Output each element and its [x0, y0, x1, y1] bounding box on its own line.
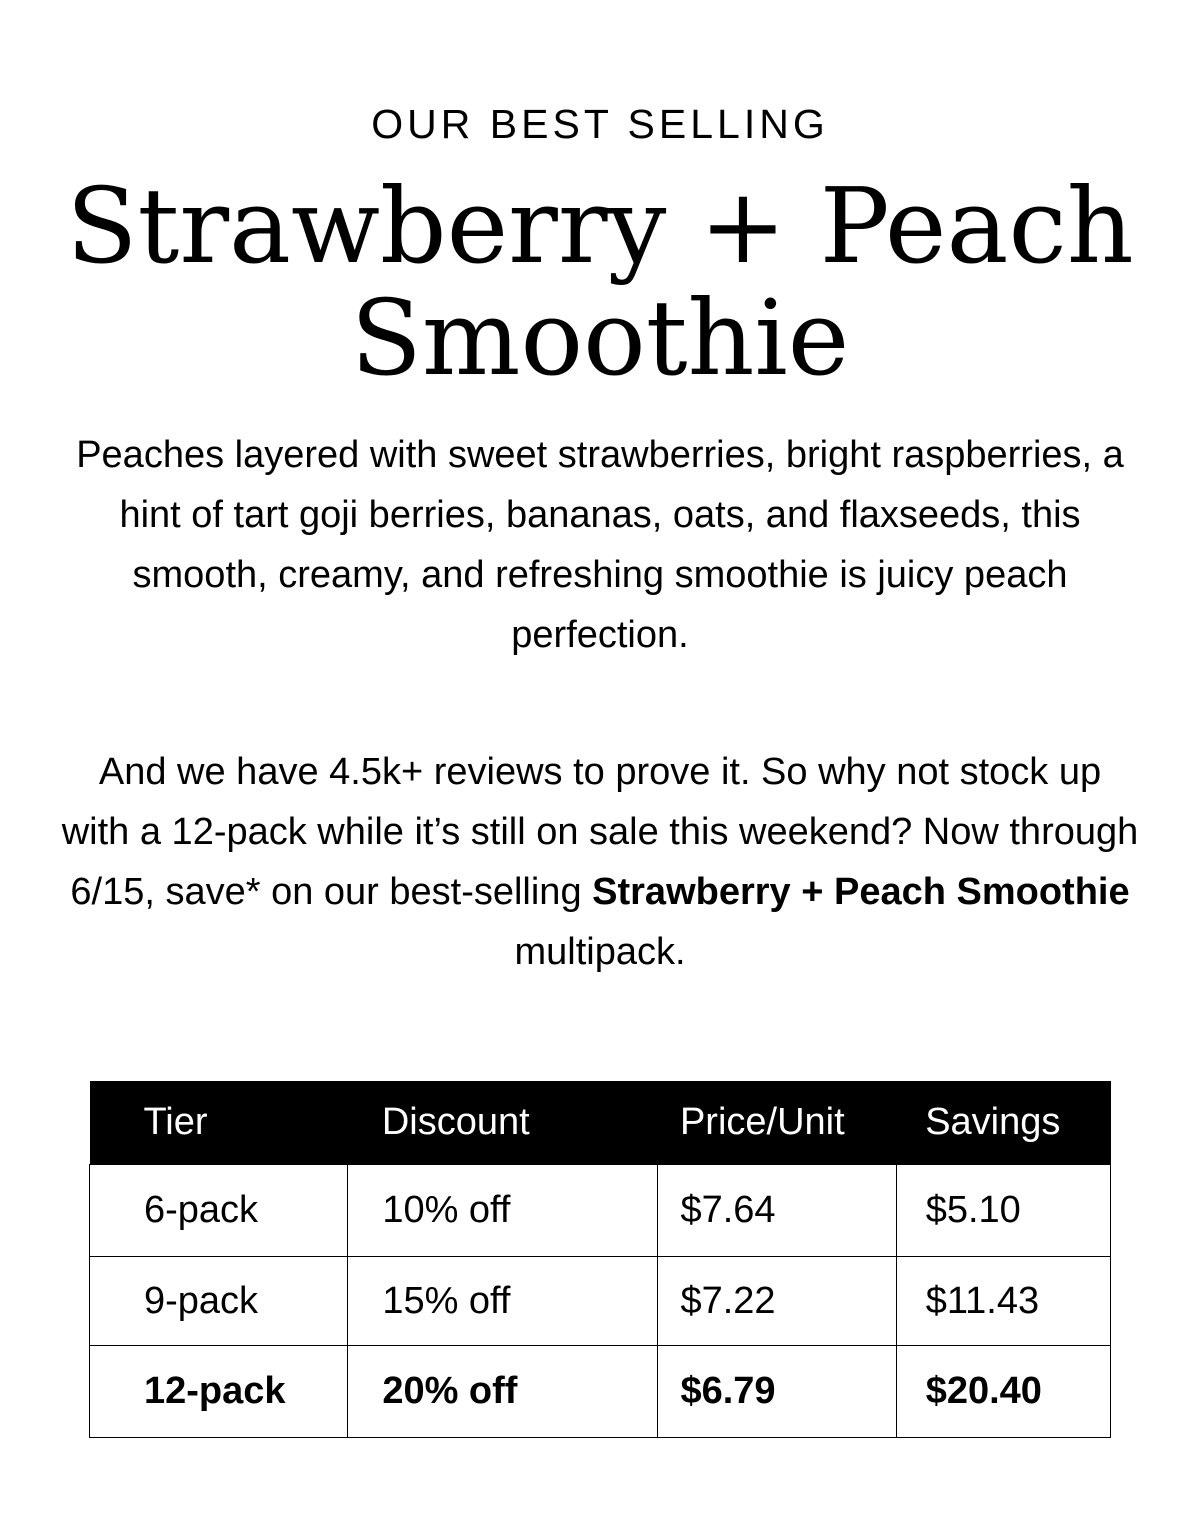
header-tier: Tier	[90, 1081, 348, 1165]
tier-cell: 12-pack	[90, 1346, 348, 1438]
price-unit-cell: $6.79	[658, 1346, 896, 1438]
table-row	[90, 1257, 1111, 1346]
discount-cell: 15% off	[348, 1257, 658, 1346]
product-description: Peaches layered with sweet strawberries, bright raspberries, a hint of tart goji berries, bananas, oats, and flaxseeds, this smooth, creamy, and refreshing smoothie is juicy peach perfection.	[76, 434, 1124, 656]
product-title-line-1: Strawberry + Peach	[66, 165, 1134, 287]
table-row-highlighted	[90, 1346, 1111, 1438]
savings-cell: $11.43	[896, 1257, 1110, 1346]
price-unit-cell: $7.64	[658, 1165, 896, 1257]
product-title-line-2: Smoothie	[350, 277, 850, 399]
tier-cell: 6-pack	[90, 1165, 348, 1257]
eyebrow-label: OUR BEST SELLING	[371, 101, 829, 147]
header-price-unit: Price/Unit	[658, 1081, 896, 1165]
table-header-row	[90, 1081, 1111, 1165]
savings-cell: $20.40	[896, 1346, 1110, 1438]
discount-cell: 20% off	[348, 1346, 658, 1438]
promo-text-before: And we have 4.5k+ reviews to prove it. So why not stock up with a 12-pack while it’s still on sale this weekend? Now through 6/15, save* on our best-selling	[61, 751, 1139, 913]
promo-text-after: multipack.	[514, 931, 686, 973]
product-title	[0, 165, 1200, 399]
tier-cell: 9-pack	[90, 1257, 348, 1346]
discount-cell: 10% off	[348, 1165, 658, 1257]
table-row	[90, 1165, 1111, 1257]
savings-cell: $5.10	[896, 1165, 1110, 1257]
price-unit-cell: $7.22	[658, 1257, 896, 1346]
header-savings: Savings	[896, 1081, 1110, 1165]
header-discount: Discount	[348, 1081, 658, 1165]
pricing-tier-table	[89, 1081, 1111, 1438]
promo-product-name: Strawberry + Peach Smoothie	[592, 871, 1130, 913]
promo-paragraph	[60, 742, 1140, 982]
